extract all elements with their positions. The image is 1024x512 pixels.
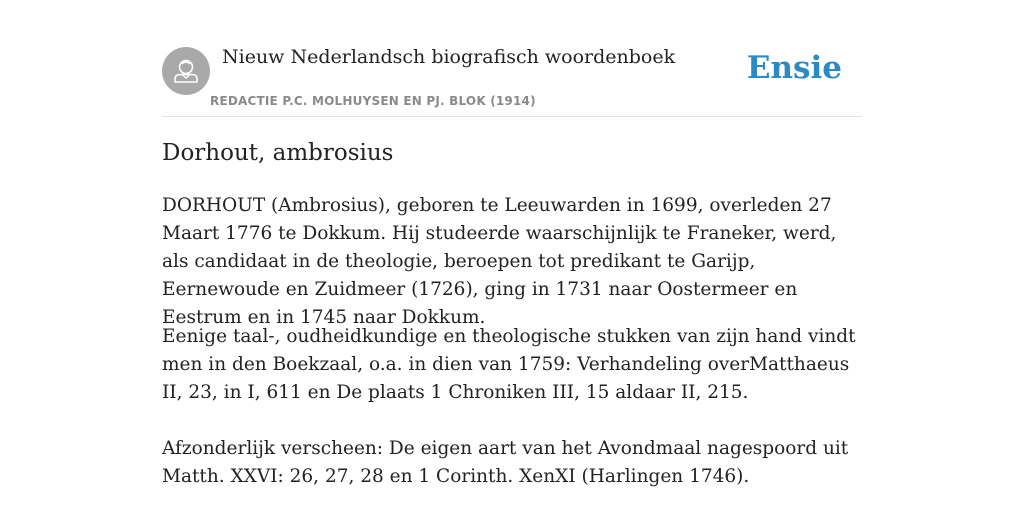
user-icon[interactable] <box>162 47 210 95</box>
header <box>162 40 862 117</box>
book-title[interactable]: Nieuw Nederlandsch biografisch woordenboek <box>222 46 676 68</box>
ensie-logo[interactable]: Ensie <box>746 50 842 86</box>
article-paragraph-2: Eenige taal-, oudheidkundige en theologische stukken van zijn hand vindt men in den Boekzaal, o.a. in dien van 1759: Verhandeling overMatthaeus II, 23, in I, 611 en De plaats 1 Chroniken III, 15 aldaar II, 215. <box>162 326 856 403</box>
entry-title: Dorhout, ambrosius <box>162 140 394 166</box>
article-paragraph-1: DORHOUT (Ambrosius), geboren te Leeuwarden in 1699, overleden 27 Maart 1776 te Dokkum. Hij studeerde waarschijnlijk te Franeker, werd, als candidaat in de theologie, beroepen tot predikant te Garijp, Eernewoude en Zuidmeer (1726), ging in 1731 naar Oostermeer en Eestrum en in 1745 naar Dokkum. <box>162 195 837 328</box>
article-paragraph-3: Afzonderlijk verscheen: De eigen aart van het Avondmaal nagespoord uit Matth. XXVI: 26, 27, 28 en 1 Corinth. XenXI (Harlingen 1746). <box>162 438 849 487</box>
book-editors: REDACTIE P.C. MOLHUYSEN EN PJ. BLOK (1914) <box>210 94 536 108</box>
